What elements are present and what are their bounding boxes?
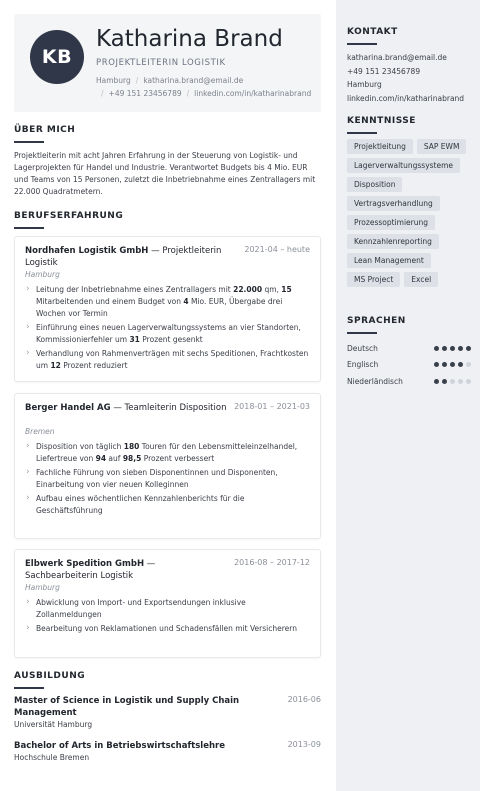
skill-tag: Lagerverwaltungssysteme xyxy=(347,158,460,173)
job-bullet: › Verhandlung von Rahmenverträgen mit sechs Speditionen, Frachtkosten um 12 Prozent reduziert xyxy=(25,348,313,372)
job-location: Hamburg xyxy=(25,583,60,592)
header-phone[interactable]: +49 151 23456789 xyxy=(108,89,182,98)
separator: / xyxy=(135,76,139,85)
skill-tag: Disposition xyxy=(347,177,402,192)
about-heading: ÜBER MICH xyxy=(14,125,76,135)
level-dot-filled xyxy=(466,346,471,351)
job-bullets xyxy=(25,441,313,519)
education-degree: Bachelor of Arts in Betriebswirtschaftslehre xyxy=(14,741,225,751)
job-bullets xyxy=(25,284,313,374)
education-date: 2013-09 xyxy=(287,740,321,749)
job-role: Projektleiterin Logistik xyxy=(25,246,222,268)
education-entry xyxy=(14,695,321,729)
language-level-dots xyxy=(434,379,471,384)
header-city: Hamburg xyxy=(96,76,131,85)
language-row xyxy=(347,373,471,390)
job-header: Berger Handel AG — Teamleiterin Disposition xyxy=(25,403,227,413)
candidate-name: Katharina Brand xyxy=(96,26,283,52)
skill-tag: Kennzahlenreporting xyxy=(347,234,439,249)
header-contact-line-2 xyxy=(96,89,311,98)
job-bullet: › Bearbeitung von Reklamationen und Schadensfällen mit Versicherern xyxy=(25,623,313,635)
job-company: Elbwerk Spedition GmbH xyxy=(25,559,145,569)
language-row xyxy=(347,340,471,357)
header-linkedin[interactable]: linkedin.com/in/katharinabrand xyxy=(194,89,312,98)
job-location: Hamburg xyxy=(25,270,60,279)
level-dot-filled xyxy=(442,379,447,384)
languages-heading: SPRACHEN xyxy=(347,316,406,326)
header-email[interactable]: katharina.brand@email.de xyxy=(143,76,244,85)
level-dot-empty xyxy=(450,379,455,384)
education-heading: AUSBILDUNG xyxy=(14,671,86,681)
level-dot-filled xyxy=(450,346,455,351)
job-bullet: › Fachliche Führung von sieben Disponentinnen und Disponenten, Einarbeitung von vier neuen Kolleginnen xyxy=(25,467,313,491)
job-bullets xyxy=(25,597,313,637)
skill-tag: Excel xyxy=(404,272,438,287)
skill-tag: Vertragsverhandlung xyxy=(347,196,440,211)
sidebar xyxy=(336,0,480,791)
education-entry xyxy=(14,740,321,762)
contact-email[interactable]: katharina.brand@email.de xyxy=(347,53,447,62)
level-dot-filled xyxy=(442,362,447,367)
level-dot-filled xyxy=(458,346,463,351)
job-bullet: › Einführung eines neuen Lagerverwaltungssystems an vier Standorten, Kommissionierfehler um 31 Prozent gesenkt xyxy=(25,322,313,346)
education-school: Hochschule Bremen xyxy=(14,753,90,762)
job-company: Nordhafen Logistik GmbH xyxy=(25,246,149,256)
resume-header xyxy=(14,14,321,112)
job-entry xyxy=(14,393,321,539)
level-dot-filled xyxy=(450,362,455,367)
language-row xyxy=(347,357,471,374)
job-header: Nordhafen Logistik GmbH — Projektleiterin Logistik xyxy=(25,246,222,268)
job-role: Teamleiterin Disposition xyxy=(124,403,227,413)
education-degree: Master of Science in Logistik und Supply Chain Management xyxy=(14,696,240,718)
job-dates: 2021-04 – heute xyxy=(244,245,310,254)
job-dates: 2018-01 – 2021-03 xyxy=(234,402,310,411)
avatar: KB xyxy=(30,30,84,84)
experience-heading: BERUFSERFAHRUNG xyxy=(14,211,124,221)
skill-tag: Lean Management xyxy=(347,253,431,268)
level-dot-filled xyxy=(442,346,447,351)
job-dates: 2016-08 – 2017-12 xyxy=(234,558,310,567)
level-dot-empty xyxy=(466,362,471,367)
languages-list xyxy=(347,340,471,390)
level-dot-empty xyxy=(466,379,471,384)
skills-heading: KENNTNISSE xyxy=(347,116,416,126)
education-school: Universität Hamburg xyxy=(14,720,93,729)
level-dot-filled xyxy=(434,379,439,384)
level-dot-filled xyxy=(434,346,439,351)
job-title: PROJEKTLEITERIN LOGISTIK xyxy=(96,58,226,68)
job-role: Sachbearbeiterin Logistik xyxy=(25,571,134,581)
job-entry xyxy=(14,549,321,658)
skill-tag: SAP EWM xyxy=(417,139,467,154)
contact-list xyxy=(347,51,464,105)
job-bullet: › Leitung der Inbetriebnahme eines Zentrallagers mit 22.000 qm, 15 Mitarbeitenden und einem Budget von 4 Mio. EUR, Übergabe drei Wochen vor Termin xyxy=(25,284,313,320)
job-bullet: › Aufbau eines wöchentlichen Kennzahlenberichts für die Geschäftsführung xyxy=(25,493,313,517)
education-date: 2016-06 xyxy=(287,695,321,704)
separator: / xyxy=(101,89,104,98)
language-name: Deutsch xyxy=(347,343,378,353)
skill-tag: Projektleitung xyxy=(347,139,413,154)
level-dot-filled xyxy=(434,362,439,367)
language-level-dots xyxy=(434,362,471,367)
about-text: Projektleiterin mit acht Jahren Erfahrung in der Steuerung von Logistik- und Lagerprojekten für Handel und Industrie. Verantwortet Budgets bis 4 Mio. EUR und Teams von 15 Personen, zuletzt die Inbetriebnahme eines Zentrallagers mit 22.000 Quadratmetern. xyxy=(14,151,316,196)
language-level-dots xyxy=(434,346,471,351)
job-bullet: › Abwicklung von Import- und Exportsendungen inklusive Zollanmeldungen xyxy=(25,597,313,621)
job-header: Elbwerk Spedition GmbH — Sachbearbeiterin Logistik xyxy=(25,559,156,581)
job-entry xyxy=(14,236,321,382)
language-name: Niederländisch xyxy=(347,376,403,386)
skills-list xyxy=(347,139,473,287)
language-name: Englisch xyxy=(347,360,379,370)
contact-city: Hamburg xyxy=(347,80,382,89)
contact-phone[interactable]: +49 151 23456789 xyxy=(347,66,421,76)
job-location: Bremen xyxy=(25,427,55,436)
job-company: Berger Handel AG xyxy=(25,403,111,413)
header-contact-line-1 xyxy=(96,76,243,85)
contact-linkedin[interactable]: linkedin.com/in/katharinabrand xyxy=(347,93,465,103)
level-dot-empty xyxy=(458,379,463,384)
job-bullet: › Disposition von täglich 180 Touren für den Lebensmitteleinzelhandel, Liefertreue von 94 auf 98,5 Prozent verbessert xyxy=(25,441,313,465)
separator: / xyxy=(186,89,190,98)
skill-tag: MS Project xyxy=(347,272,400,287)
contact-heading: KONTAKT xyxy=(347,27,398,37)
skill-tag: Prozessoptimierung xyxy=(347,215,435,230)
level-dot-filled xyxy=(458,362,463,367)
